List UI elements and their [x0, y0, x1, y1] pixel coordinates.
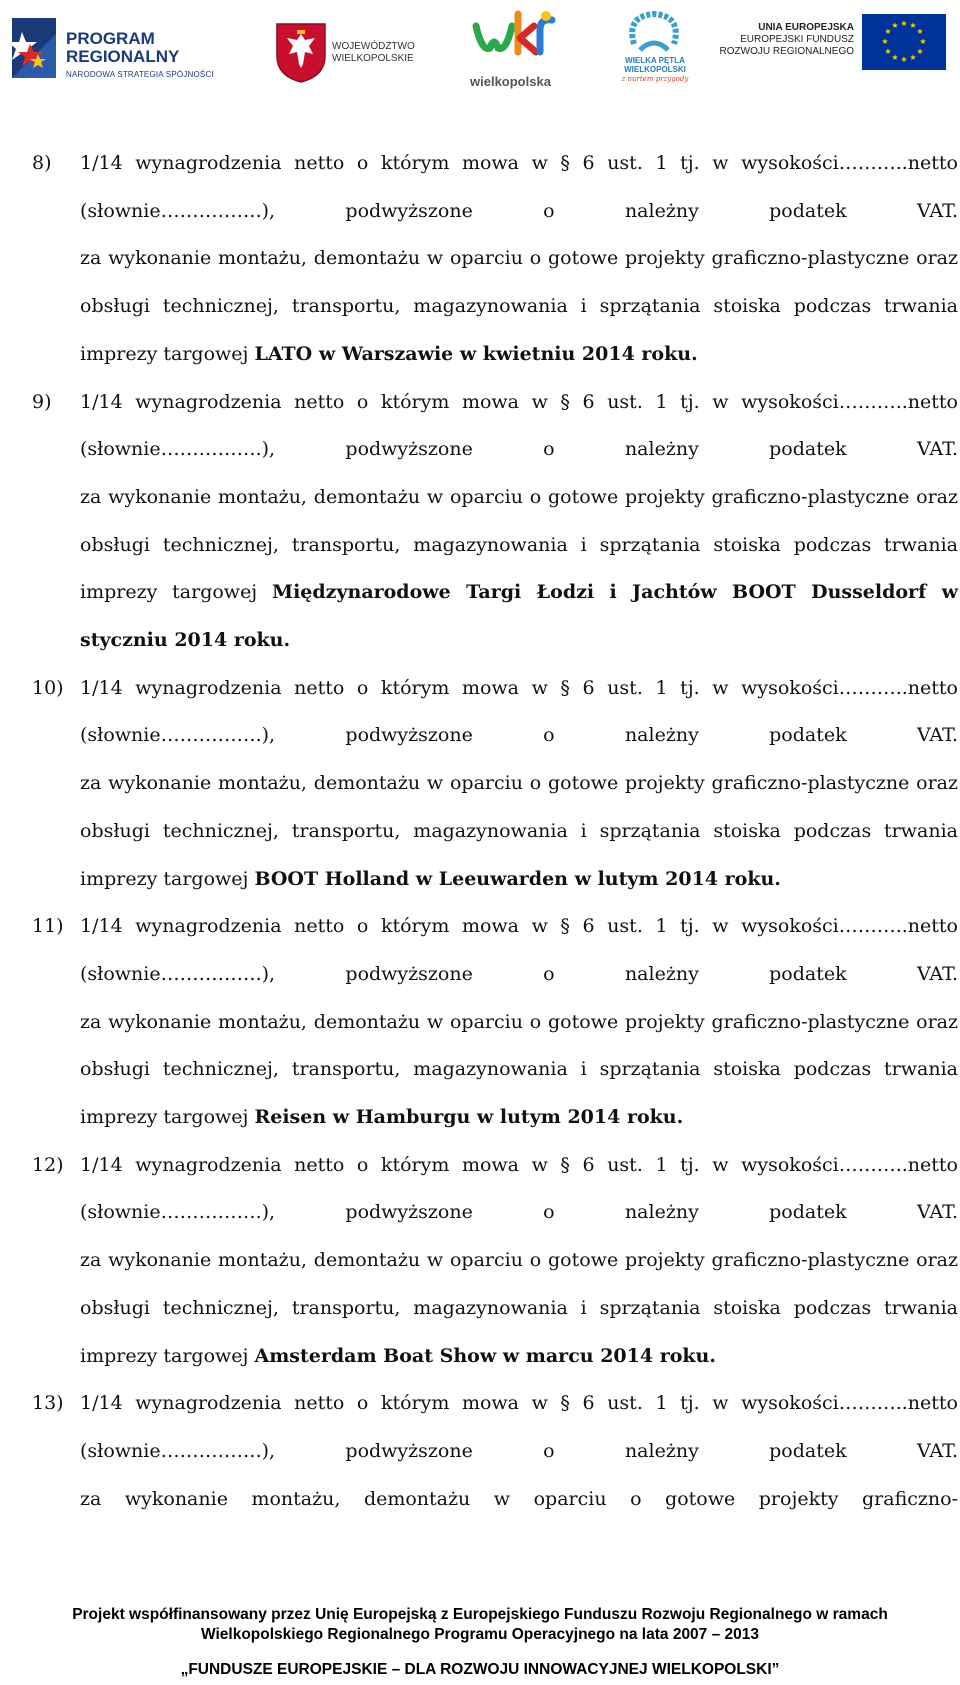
item-words-line: (słownie…………….), podwyższone o należny podatek VAT.	[80, 962, 958, 985]
unia-europejska-logo	[718, 12, 948, 72]
item-amount-line: 1/14 wynagrodzenia netto o którym mowa w § 6 ust. 1 tj. w wysokości………..netto	[80, 152, 958, 174]
event-name: Reisen w Hamburgu w lutym 2014 roku.	[254, 1106, 684, 1129]
eu-flag-icon	[862, 14, 946, 70]
item-number: 8)	[32, 152, 52, 174]
event-name: Międzynarodowe Targi Łodzi i Jachtów BOOT Dusseldorf w styczniu 2014 roku.	[80, 581, 959, 652]
item-words-line: (słownie…………….), podwyższone o należny podatek VAT.	[80, 724, 958, 747]
svg-text:★: ★	[916, 27, 924, 36]
unia-europejska-label: UNIA EUROPEJSKA EUROPEJSKI FUNDUSZ ROZWOJU REGIONALNEGO	[719, 22, 854, 57]
svg-text:★: ★	[909, 21, 917, 30]
item-number: 13)	[32, 1392, 64, 1415]
wielkopolska-label: wielkopolska	[470, 74, 551, 89]
item-description: za wykonanie montażu, demontażu w oparciu o gotowe projekty graficzno-plastyczne oraz obsługi technicznej, transportu, magazynowania i sprzątania stoiska podczas trwania imprezy targowej Amsterdam Boat Show w marcu 2014 roku.	[80, 1249, 958, 1367]
program-regionalny-subtitle: NARODOWA STRATEGIA SPÓJNOŚCI	[66, 70, 214, 79]
footer-slogan: „FUNDUSZE EUROPEJSKIE – DLA ROZWOJU INNOWACYJNEJ WIELKOPOLSKI”	[180, 1661, 780, 1678]
item-description: za wykonanie montażu, demontażu w oparciu o gotowe projekty graficzno-plastyczne oraz obsługi technicznej, transportu, magazynowania i sprzątania stoiska podczas trwania imprezy targowej Międzynarodowe Targi Łodzi i Jachtów BOOT Dusseldorf w styczniu 2014 roku.	[80, 485, 959, 652]
wojewodztwo-label: WOJEWÓDZTWO WIELKOPOLSKIE	[332, 41, 415, 64]
item-amount-line: 1/14 wynagrodzenia netto o którym mowa w § 6 ust. 1 tj. w wysokości………..netto	[80, 915, 958, 938]
footer-line-1: Projekt współfinansowany przez Unię Europejską z Europejskiego Funduszu Rozwoju Regionalnego w ramach	[72, 1606, 888, 1623]
svg-text:★: ★	[884, 47, 892, 56]
list-item	[32, 1380, 958, 1523]
svg-text:★: ★	[900, 19, 908, 28]
item-number: 9)	[32, 390, 52, 413]
svg-text:★: ★	[891, 21, 899, 30]
item-amount-line: 1/14 wynagrodzenia netto o którym mowa w § 6 ust. 1 tj. w wysokości………..netto	[80, 390, 958, 413]
item-words-line: (słownie…………….), podwyższone o należny podatek VAT.	[80, 1439, 958, 1462]
svg-text:★: ★	[884, 27, 892, 36]
item-amount-line: 1/14 wynagrodzenia netto o którym mowa w § 6 ust. 1 tj. w wysokości………..netto	[80, 676, 958, 699]
event-name: Amsterdam Boat Show w marcu 2014 roku.	[254, 1344, 716, 1367]
wielka-petla-title: WIELKA PĘTLA WIELKOPOLSKI	[624, 56, 686, 74]
footer-line-2: Wielkopolskiego Regionalnego Programu Operacyjnego na lata 2007 – 2013	[200, 1626, 760, 1643]
svg-text:★: ★	[881, 37, 889, 46]
event-name: LATO w Warszawie w kwietniu 2014 roku.	[254, 342, 698, 365]
document-body	[32, 140, 958, 1523]
item-amount-line: 1/14 wynagrodzenia netto o którym mowa w § 6 ust. 1 tj. w wysokości………..netto	[80, 1392, 958, 1415]
wielka-petla-tagline: z nurtem przygody	[621, 75, 689, 83]
program-regionalny-logo	[8, 14, 218, 84]
item-number: 11)	[32, 915, 64, 938]
program-regionalny-emblem-icon	[8, 14, 64, 84]
item-description-partial: za wykonanie montażu, demontażu w oparciu o gotowe projekty graficzno-	[80, 1487, 958, 1510]
wojewodztwo-logo	[275, 22, 425, 82]
list-item	[32, 1142, 958, 1381]
list-item	[32, 379, 958, 665]
footer-cofinancing-note	[0, 1605, 960, 1645]
item-description: za wykonanie montażu, demontażu w oparciu o gotowe projekty graficzno-plastyczne oraz obsługi technicznej, transportu, magazynowania i sprzątania stoiska podczas trwania imprezy targowej LATO w Warszawie w kwietniu 2014 roku.	[80, 247, 958, 365]
list-item	[32, 903, 958, 1142]
list-item	[32, 665, 958, 904]
item-words-line: (słownie…………….), podwyższone o należny podatek VAT.	[80, 1201, 958, 1224]
list-item	[32, 140, 958, 379]
item-words-line: (słownie…………….), podwyższone o należny podatek VAT.	[80, 438, 958, 461]
item-number: 10)	[32, 676, 64, 699]
item-number: 12)	[32, 1153, 64, 1176]
logo-bar	[0, 0, 960, 100]
svg-text:★: ★	[891, 53, 899, 62]
svg-text:★: ★	[900, 55, 908, 64]
item-description: za wykonanie montażu, demontażu w oparciu o gotowe projekty graficzno-plastyczne oraz obsługi technicznej, transportu, magazynowania i sprzątania stoiska podczas trwania imprezy targowej BOOT Holland w Leeuwarden w lutym 2014 roku.	[80, 772, 958, 890]
wielkopolska-logo	[468, 8, 568, 93]
item-words-line: (słownie…………….), podwyższone o należny podatek VAT.	[80, 199, 958, 222]
wielka-petla-logo	[604, 6, 704, 91]
event-name: BOOT Holland w Leeuwarden w lutym 2014 roku.	[254, 867, 781, 890]
item-description: za wykonanie montażu, demontażu w oparciu o gotowe projekty graficzno-plastyczne oraz obsługi technicznej, transportu, magazynowania i sprzątania stoiska podczas trwania imprezy targowej Reisen w Hamburgu w lutym 2014 roku.	[80, 1010, 958, 1129]
program-regionalny-title: PROGRAM REGIONALNY	[66, 29, 180, 66]
svg-text:★: ★	[909, 53, 917, 62]
wielkopolska-mark-icon	[468, 8, 558, 72]
svg-text:★: ★	[916, 47, 924, 56]
rope-loop-icon	[604, 6, 704, 56]
svg-text:★: ★	[919, 37, 927, 46]
eagle-shield-icon	[275, 22, 327, 84]
item-amount-line: 1/14 wynagrodzenia netto o którym mowa w § 6 ust. 1 tj. w wysokości………..netto	[80, 1153, 958, 1176]
